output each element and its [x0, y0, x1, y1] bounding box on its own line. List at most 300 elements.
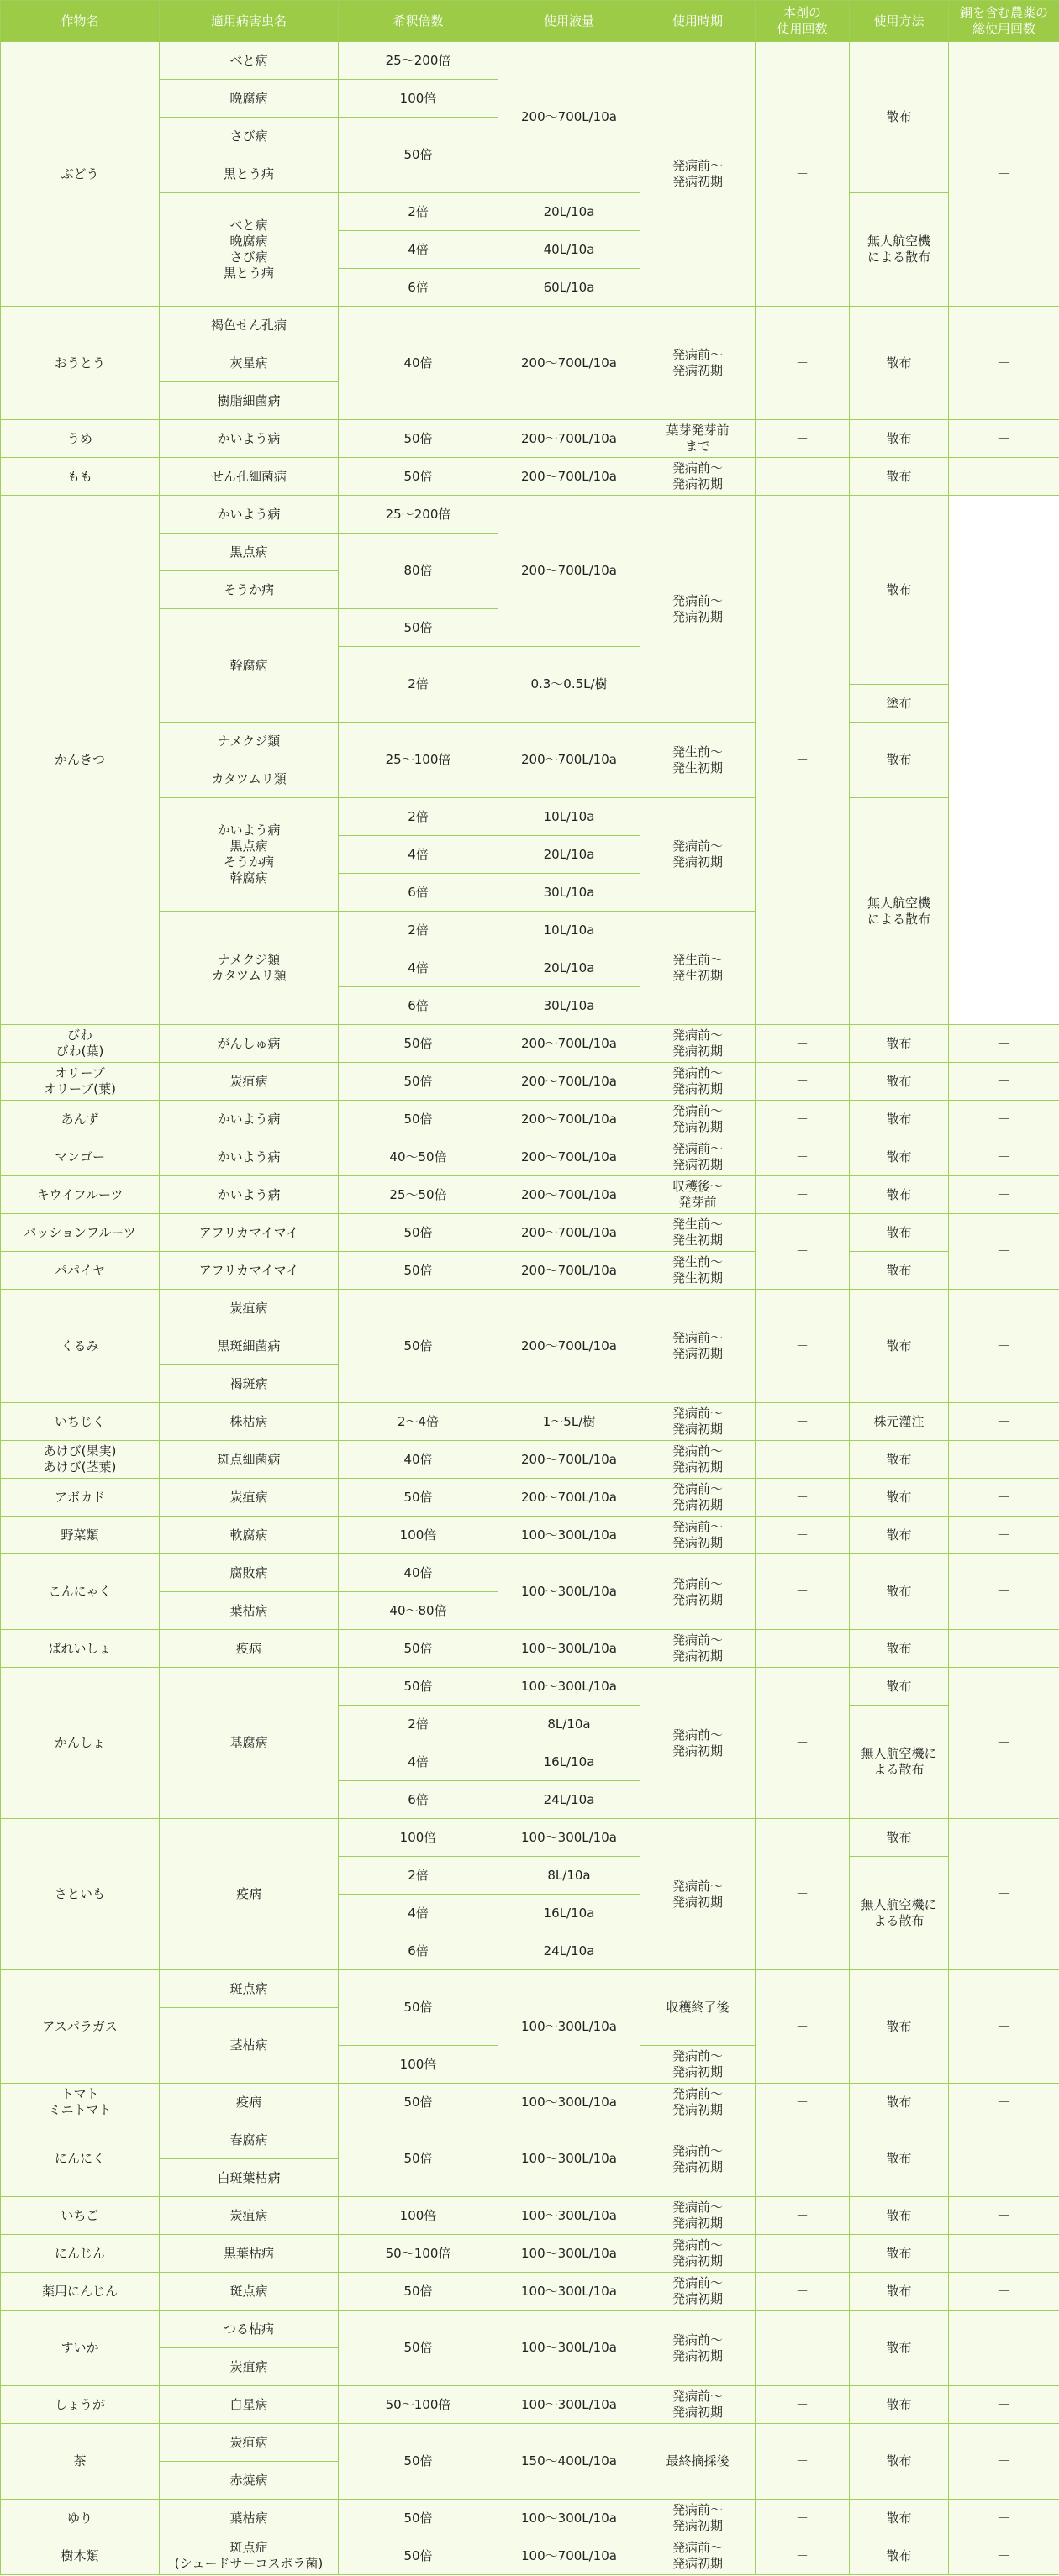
table-cell: 散布: [850, 1554, 949, 1630]
table-cell: 塗布: [850, 685, 949, 723]
table-cell: 50倍: [339, 1063, 498, 1101]
table-cell: 褐色せん孔病: [160, 307, 339, 344]
header-target-disease: 適用病害虫名: [160, 1, 339, 42]
table-cell: 50倍: [339, 2121, 498, 2197]
table-cell: 散布: [850, 2084, 949, 2121]
table-row: [1, 1479, 1059, 1517]
table-cell: －: [949, 2084, 1059, 2121]
table-cell: [949, 496, 1059, 1025]
table-cell: 100～300L/10a: [498, 2500, 640, 2537]
table-row: [1, 2311, 1059, 2348]
table-cell: 発病前～ 発病初期: [640, 1101, 756, 1138]
table-cell: 100～300L/10a: [498, 2084, 640, 2121]
table-cell: －: [756, 420, 850, 458]
table-cell: 白斑葉枯病: [160, 2159, 339, 2197]
table-cell: かんきつ: [1, 496, 160, 1025]
table-cell: 24L/10a: [498, 1781, 640, 1819]
table-cell: －: [756, 1063, 850, 1101]
table-cell: 50倍: [339, 2500, 498, 2537]
table-cell: 100～300L/10a: [498, 1554, 640, 1630]
table-cell: ゆり: [1, 2500, 160, 2537]
table-cell: 野菜類: [1, 1517, 160, 1554]
table-cell: あけび(果実) あけび(茎葉): [1, 1441, 160, 1479]
table-cell: 50倍: [339, 1668, 498, 1706]
table-cell: 疫病: [160, 2084, 339, 2121]
table-cell: 炭疽病: [160, 1063, 339, 1101]
table-cell: 赤焼病: [160, 2462, 339, 2500]
table-cell: 40～80倍: [339, 1592, 498, 1630]
table-cell: いちご: [1, 2197, 160, 2235]
table-cell: 晩腐病: [160, 80, 339, 118]
table-cell: －: [949, 1630, 1059, 1668]
table-cell: 4倍: [339, 836, 498, 874]
table-cell: 株枯病: [160, 1403, 339, 1441]
table-cell: 散布: [850, 2273, 949, 2311]
table-cell: 2倍: [339, 647, 498, 723]
table-cell: －: [949, 2500, 1059, 2537]
table-cell: －: [756, 1214, 850, 1290]
table-cell: 疫病: [160, 1819, 339, 1970]
table-cell: 発病前～ 発病初期: [640, 1403, 756, 1441]
table-cell: 株元灌注: [850, 1403, 949, 1441]
table-cell: 24L/10a: [498, 1932, 640, 1970]
table-cell: 最終摘採後: [640, 2424, 756, 2500]
table-cell: 散布: [850, 307, 949, 420]
table-cell: 褐斑病: [160, 1365, 339, 1403]
table-row: [1, 2121, 1059, 2159]
table-row: [1, 1441, 1059, 1479]
table-cell: アフリカマイマイ: [160, 1214, 339, 1252]
table-cell: 40倍: [339, 307, 498, 420]
table-row: [1, 458, 1059, 496]
table-cell: 1～5L/樹: [498, 1403, 640, 1441]
table-cell: 発病前～ 発病初期: [640, 1819, 756, 1970]
table-cell: 200～700L/10a: [498, 1479, 640, 1517]
table-cell: かいよう病 黒点病 そうか病 幹腐病: [160, 798, 339, 912]
table-cell: 散布: [850, 1176, 949, 1214]
table-cell: 200～700L/10a: [498, 1176, 640, 1214]
table-cell: 発病前～ 発病初期: [640, 1668, 756, 1819]
table-cell: 50倍: [339, 1101, 498, 1138]
table-row: [1, 2273, 1059, 2311]
table-cell: 無人航空機に よる散布: [850, 1857, 949, 1970]
table-cell: 200～700L/10a: [498, 1025, 640, 1063]
table-cell: 発病前～ 発病初期: [640, 1063, 756, 1101]
table-cell: 100～300L/10a: [498, 2311, 640, 2386]
table-cell: 発病前～ 発病初期: [640, 1441, 756, 1479]
table-cell: 散布: [850, 1252, 949, 1290]
table-cell: －: [949, 2311, 1059, 2386]
table-cell: 散布: [850, 1101, 949, 1138]
table-cell: 200～700L/10a: [498, 1063, 640, 1101]
table-cell: －: [949, 1138, 1059, 1176]
table-row: [1, 193, 1059, 231]
table-row: [1, 2500, 1059, 2537]
table-cell: パッションフルーツ: [1, 1214, 160, 1252]
table-cell: 40～50倍: [339, 1138, 498, 1176]
table-row: [1, 1025, 1059, 1063]
table-cell: 発病前～ 発病初期: [640, 2386, 756, 2424]
table-cell: 腐敗病: [160, 1554, 339, 1592]
table-cell: べと病: [160, 42, 339, 80]
table-cell: 30L/10a: [498, 874, 640, 912]
table-row: [1, 1138, 1059, 1176]
table-cell: 散布: [850, 1668, 949, 1706]
table-cell: －: [756, 2197, 850, 2235]
table-cell: 50倍: [339, 609, 498, 647]
table-cell: 50倍: [339, 1290, 498, 1403]
table-cell: 無人航空機 による散布: [850, 193, 949, 307]
table-cell: 4倍: [339, 1743, 498, 1781]
table-cell: がんしゅ病: [160, 1025, 339, 1063]
table-cell: 散布: [850, 2424, 949, 2500]
table-cell: 樹脂細菌病: [160, 382, 339, 420]
table-cell: －: [949, 1970, 1059, 2084]
table-row: [1, 723, 1059, 760]
table-cell: 100～300L/10a: [498, 2121, 640, 2197]
table-cell: 200～700L/10a: [498, 1290, 640, 1403]
table-cell: せん孔細菌病: [160, 458, 339, 496]
table-cell: つる枯病: [160, 2311, 339, 2348]
table-cell: かいよう病: [160, 1176, 339, 1214]
table-cell: 無人航空機 による散布: [850, 798, 949, 1025]
table-row: [1, 2084, 1059, 2121]
table-cell: 200～700L/10a: [498, 42, 640, 193]
table-cell: さび病: [160, 118, 339, 155]
table-row: [1, 2386, 1059, 2424]
table-cell: －: [756, 1441, 850, 1479]
table-cell: 発病前～ 発病初期: [640, 2500, 756, 2537]
table-row: [1, 42, 1059, 80]
table-row: [1, 307, 1059, 344]
table-row: [1, 1252, 1059, 1290]
header-timing: 使用時期: [640, 1, 756, 42]
table-cell: 8L/10a: [498, 1706, 640, 1743]
table-cell: 100～300L/10a: [498, 2235, 640, 2273]
table-cell: 散布: [850, 2121, 949, 2197]
table-cell: －: [756, 2537, 850, 2575]
header-use-count: 本剤の 使用回数: [756, 1, 850, 42]
table-cell: 25～50倍: [339, 1176, 498, 1214]
table-cell: 茶: [1, 2424, 160, 2500]
table-cell: －: [949, 2386, 1059, 2424]
table-cell: 2倍: [339, 1706, 498, 1743]
table-cell: 発病前～ 発病初期: [640, 1479, 756, 1517]
table-cell: 200～700L/10a: [498, 723, 640, 798]
table-cell: 50倍: [339, 1252, 498, 1290]
table-row: [1, 2197, 1059, 2235]
table-cell: 200～700L/10a: [498, 420, 640, 458]
table-cell: 白星病: [160, 2386, 339, 2424]
table-row: [1, 798, 1059, 836]
table-cell: もも: [1, 458, 160, 496]
table-cell: 発生前～ 発生初期: [640, 1214, 756, 1252]
table-cell: －: [949, 42, 1059, 307]
table-row: [1, 1214, 1059, 1252]
table-cell: －: [756, 1970, 850, 2084]
table-header-row: [1, 1, 1059, 42]
table-cell: 炭疽病: [160, 2197, 339, 2235]
table-cell: 発病前～ 発病初期: [640, 2121, 756, 2197]
table-cell: 散布: [850, 1214, 949, 1252]
table-cell: 100～300L/10a: [498, 2273, 640, 2311]
table-cell: －: [949, 2121, 1059, 2197]
table-cell: ばれいしょ: [1, 1630, 160, 1668]
table-body: [1, 42, 1059, 2575]
table-cell: 発病前～ 発病初期: [640, 458, 756, 496]
table-cell: こんにゃく: [1, 1554, 160, 1630]
table-cell: 散布: [850, 2537, 949, 2575]
table-cell: 発病前～ 発病初期: [640, 1290, 756, 1403]
table-cell: 散布: [850, 458, 949, 496]
table-cell: －: [756, 42, 850, 307]
table-cell: 基腐病: [160, 1668, 339, 1819]
table-cell: －: [756, 2424, 850, 2500]
table-cell: おうとう: [1, 307, 160, 420]
table-cell: －: [949, 307, 1059, 420]
table-cell: 200～700L/10a: [498, 1252, 640, 1290]
table-cell: 散布: [850, 1441, 949, 1479]
table-cell: 40倍: [339, 1441, 498, 1479]
header-method: 使用方法: [850, 1, 949, 42]
table-cell: 16L/10a: [498, 1743, 640, 1781]
table-cell: －: [949, 1025, 1059, 1063]
table-cell: 発病前～ 発病初期: [640, 42, 756, 307]
table-cell: くるみ: [1, 1290, 160, 1403]
table-cell: 散布: [850, 496, 949, 685]
table-cell: 25～200倍: [339, 42, 498, 80]
table-cell: 100～300L/10a: [498, 2386, 640, 2424]
table-cell: 散布: [850, 2500, 949, 2537]
table-cell: 発生前～ 発生初期: [640, 912, 756, 1025]
table-cell: －: [949, 1441, 1059, 1479]
table-cell: 斑点細菌病: [160, 1441, 339, 1479]
table-cell: －: [949, 1101, 1059, 1138]
table-cell: ぶどう: [1, 42, 160, 307]
table-cell: 50倍: [339, 2424, 498, 2500]
table-cell: 60L/10a: [498, 269, 640, 307]
table-cell: 斑点病: [160, 2273, 339, 2311]
table-cell: 散布: [850, 1479, 949, 1517]
table-cell: 茎枯病: [160, 2008, 339, 2084]
table-cell: トマト ミニトマト: [1, 2084, 160, 2121]
table-cell: －: [949, 2273, 1059, 2311]
table-cell: －: [949, 1214, 1059, 1290]
table-cell: アフリカマイマイ: [160, 1252, 339, 1290]
table-cell: 16L/10a: [498, 1895, 640, 1932]
table-cell: 散布: [850, 2386, 949, 2424]
table-cell: 50倍: [339, 1479, 498, 1517]
table-cell: －: [756, 1479, 850, 1517]
table-cell: 50倍: [339, 2084, 498, 2121]
table-cell: べと病 晩腐病 さび病 黒とう病: [160, 193, 339, 307]
table-cell: 2倍: [339, 912, 498, 949]
table-cell: 葉芽発芽前 まで: [640, 420, 756, 458]
table-cell: かいよう病: [160, 1138, 339, 1176]
table-cell: －: [756, 1403, 850, 1441]
table-cell: 100倍: [339, 1517, 498, 1554]
table-cell: 200～700L/10a: [498, 1101, 640, 1138]
table-cell: －: [949, 2537, 1059, 2575]
table-cell: 黒とう病: [160, 155, 339, 193]
table-cell: 50倍: [339, 1214, 498, 1252]
table-cell: 100倍: [339, 1819, 498, 1857]
table-cell: －: [949, 458, 1059, 496]
table-cell: 軟腐病: [160, 1517, 339, 1554]
table-row: [1, 1668, 1059, 1706]
table-cell: 25～200倍: [339, 496, 498, 534]
table-cell: 25～100倍: [339, 723, 498, 798]
table-cell: 200～700L/10a: [498, 1441, 640, 1479]
table-cell: 2倍: [339, 798, 498, 836]
table-cell: －: [756, 1554, 850, 1630]
table-cell: 散布: [850, 420, 949, 458]
table-cell: 散布: [850, 2235, 949, 2273]
table-cell: 発病前～ 発病初期: [640, 2046, 756, 2084]
header-crop: 作物名: [1, 1, 160, 42]
table-cell: 発生前～ 発生初期: [640, 1252, 756, 1290]
table-cell: －: [949, 2235, 1059, 2273]
table-row: [1, 1290, 1059, 1327]
table-cell: 2～4倍: [339, 1403, 498, 1441]
table-cell: 黒斑細菌病: [160, 1327, 339, 1365]
table-cell: 6倍: [339, 874, 498, 912]
table-cell: －: [756, 1517, 850, 1554]
table-cell: 散布: [850, 1517, 949, 1554]
table-row: [1, 1630, 1059, 1668]
table-cell: にんじん: [1, 2235, 160, 2273]
table-cell: 斑点症 (シュードサーコスポラ菌): [160, 2537, 339, 2575]
table-cell: －: [949, 2424, 1059, 2500]
table-cell: －: [949, 1479, 1059, 1517]
table-cell: 2倍: [339, 1857, 498, 1895]
table-cell: 散布: [850, 1819, 949, 1857]
table-cell: 100～300L/10a: [498, 1819, 640, 1857]
table-cell: 200～700L/10a: [498, 1138, 640, 1176]
table-cell: －: [756, 2273, 850, 2311]
table-cell: 炭疽病: [160, 1290, 339, 1327]
table-row: [1, 1970, 1059, 2008]
table-cell: ナメクジ類: [160, 723, 339, 760]
table-cell: 200～700L/10a: [498, 307, 640, 420]
table-cell: うめ: [1, 420, 160, 458]
table-cell: 発病前～ 発病初期: [640, 2235, 756, 2273]
table-cell: かいよう病: [160, 1101, 339, 1138]
table-cell: かいよう病: [160, 420, 339, 458]
table-cell: パパイヤ: [1, 1252, 160, 1290]
table-row: [1, 1403, 1059, 1441]
table-cell: －: [756, 2386, 850, 2424]
table-cell: －: [949, 1554, 1059, 1630]
table-row: [1, 2424, 1059, 2462]
table-cell: 0.3～0.5L/樹: [498, 647, 640, 723]
table-cell: 200～700L/10a: [498, 1214, 640, 1252]
table-cell: －: [756, 1176, 850, 1214]
table-cell: 100～300L/10a: [498, 2197, 640, 2235]
table-cell: 200～700L/10a: [498, 496, 640, 647]
table-cell: －: [949, 1668, 1059, 1819]
table-cell: 4倍: [339, 949, 498, 987]
table-cell: 発病前～ 発病初期: [640, 798, 756, 912]
table-row: [1, 1101, 1059, 1138]
table-cell: 50～100倍: [339, 2235, 498, 2273]
header-copper-total-count: 銅を含む農薬の 総使用回数: [949, 1, 1059, 42]
table-row: [1, 1819, 1059, 1857]
table-row: [1, 496, 1059, 534]
table-cell: 発病前～ 発病初期: [640, 2537, 756, 2575]
table-cell: 無人航空機に よる散布: [850, 1706, 949, 1819]
table-cell: －: [756, 1819, 850, 1970]
table-cell: 散布: [850, 2311, 949, 2386]
table-cell: 薬用にんじん: [1, 2273, 160, 2311]
table-cell: 葉枯病: [160, 1592, 339, 1630]
table-cell: 20L/10a: [498, 836, 640, 874]
table-cell: 発病前～ 発病初期: [640, 2273, 756, 2311]
table-cell: 春腐病: [160, 2121, 339, 2159]
table-row: [1, 1517, 1059, 1554]
table-cell: －: [756, 2121, 850, 2197]
table-cell: 50～100倍: [339, 2386, 498, 2424]
table-cell: －: [949, 1517, 1059, 1554]
table-cell: さといも: [1, 1819, 160, 1970]
table-cell: 収穫終了後: [640, 1970, 756, 2046]
table-cell: 4倍: [339, 1895, 498, 1932]
table-cell: 発病前～ 発病初期: [640, 1630, 756, 1668]
table-cell: 散布: [850, 1025, 949, 1063]
table-cell: 100倍: [339, 2197, 498, 2235]
table-cell: 樹木類: [1, 2537, 160, 2575]
table-cell: －: [756, 1138, 850, 1176]
table-cell: 6倍: [339, 269, 498, 307]
table-cell: 散布: [850, 1063, 949, 1101]
table-cell: 炭疽病: [160, 1479, 339, 1517]
table-cell: 20L/10a: [498, 193, 640, 231]
table-cell: －: [949, 420, 1059, 458]
table-cell: 発病前～ 発病初期: [640, 1517, 756, 1554]
table-cell: 斑点病: [160, 1970, 339, 2008]
table-cell: 発病前～ 発病初期: [640, 2084, 756, 2121]
table-cell: 50倍: [339, 420, 498, 458]
table-cell: 100～300L/10a: [498, 1668, 640, 1706]
table-cell: 収穫後～ 発芽前: [640, 1176, 756, 1214]
table-cell: 50倍: [339, 458, 498, 496]
table-cell: 疫病: [160, 1630, 339, 1668]
table-cell: －: [756, 1630, 850, 1668]
table-cell: かんしょ: [1, 1668, 160, 1819]
table-cell: 10L/10a: [498, 912, 640, 949]
table-cell: 50倍: [339, 2273, 498, 2311]
table-cell: 200～700L/10a: [498, 458, 640, 496]
table-cell: 灰星病: [160, 344, 339, 382]
table-cell: 散布: [850, 1290, 949, 1403]
table-cell: アボカド: [1, 1479, 160, 1517]
table-cell: －: [949, 1290, 1059, 1403]
table-cell: －: [756, 496, 850, 1025]
table-cell: カタツムリ類: [160, 760, 339, 798]
table-cell: 100～700L/10a: [498, 2537, 640, 2575]
table-cell: 炭疽病: [160, 2424, 339, 2462]
table-cell: －: [756, 2311, 850, 2386]
table-cell: 8L/10a: [498, 1857, 640, 1895]
table-cell: 6倍: [339, 987, 498, 1025]
table-row: [1, 1554, 1059, 1592]
table-cell: 散布: [850, 1630, 949, 1668]
table-row: [1, 1063, 1059, 1101]
table-cell: －: [756, 1668, 850, 1819]
table-cell: 発生前～ 発生初期: [640, 723, 756, 798]
table-cell: 100倍: [339, 2046, 498, 2084]
table-cell: 100～300L/10a: [498, 1970, 640, 2084]
